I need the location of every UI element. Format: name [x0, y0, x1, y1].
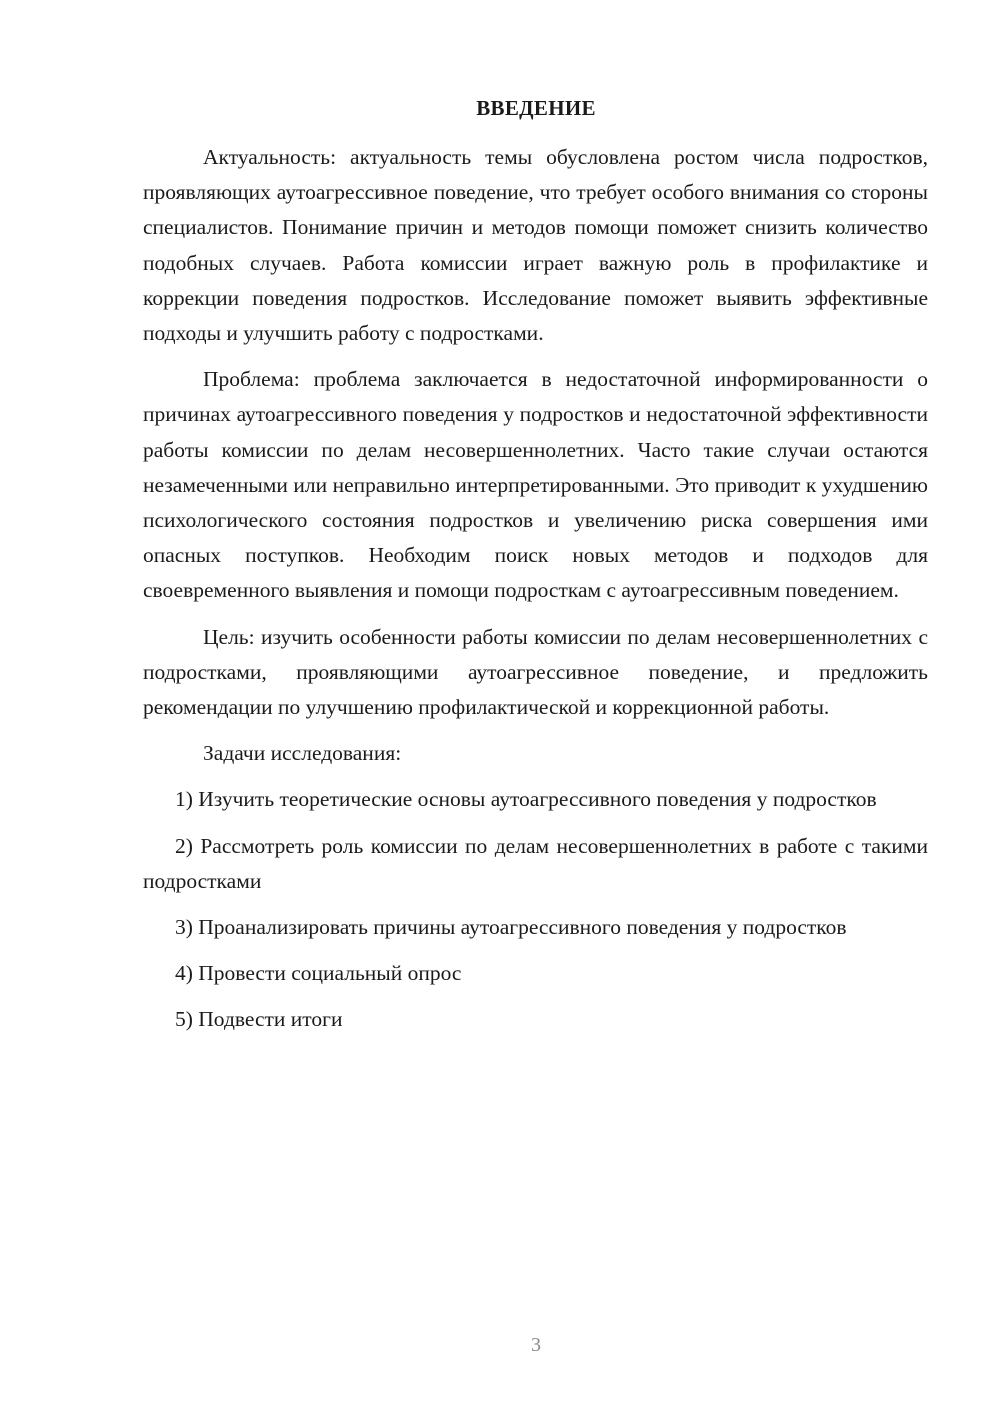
document-body: [143, 140, 928, 1049]
paragraph-relevance: Актуальность: актуальность темы обусловлена ростом числа подростков, проявляющих аутоагрессивное поведение, что требует особого внимания со стороны специалистов. Понимание причин и методов помощи поможет снизить количество подобных случаев. Работа комиссии играет важную роль в профилактике и коррекции поведения подростков. Исследование поможет выявить эффективные подходы и улучшить работу с подростками.: [143, 145, 928, 346]
task-item-5: 5) Подвести итоги: [175, 1007, 343, 1032]
task-item-4: 4) Провести социальный опрос: [175, 961, 462, 986]
task-item-3: 3) Проанализировать причины аутоагрессивного поведения у подростков: [175, 915, 847, 940]
page-number: 3: [531, 1334, 541, 1356]
task-item-1: 1) Изучить теоретические основы аутоагрессивного поведения у подростков: [175, 787, 877, 812]
paragraph-goal: Цель: изучить особенности работы комиссии по делам несовершеннолетних с подростками, проявляющими аутоагрессивное поведение, и предложить рекомендации по улучшению профилактической и коррекционной работы.: [143, 624, 928, 720]
tasks-heading: Задачи исследования:: [203, 741, 402, 766]
paragraph-problem: Проблема: проблема заключается в недостаточной информированности о причинах аутоагрессивного поведения у подростков и недостаточной эффективности работы комиссии по делам несовершеннолетних. Часто такие случаи остаются незамеченными или неправильно интерпретированными. Это приводит к ухудшению психологического состояния подростков и увеличению риска совершения ими опасных поступков. Необходим поиск новых методов и подходов для своевременного выявления и помощи подросткам с аутоагрессивным поведением.: [143, 367, 928, 603]
section-heading: ВВЕДЕНИЕ: [476, 96, 596, 120]
task-item-2: 2) Рассмотреть роль комиссии по делам несовершеннолетних в работе с такими подростками: [143, 833, 928, 893]
